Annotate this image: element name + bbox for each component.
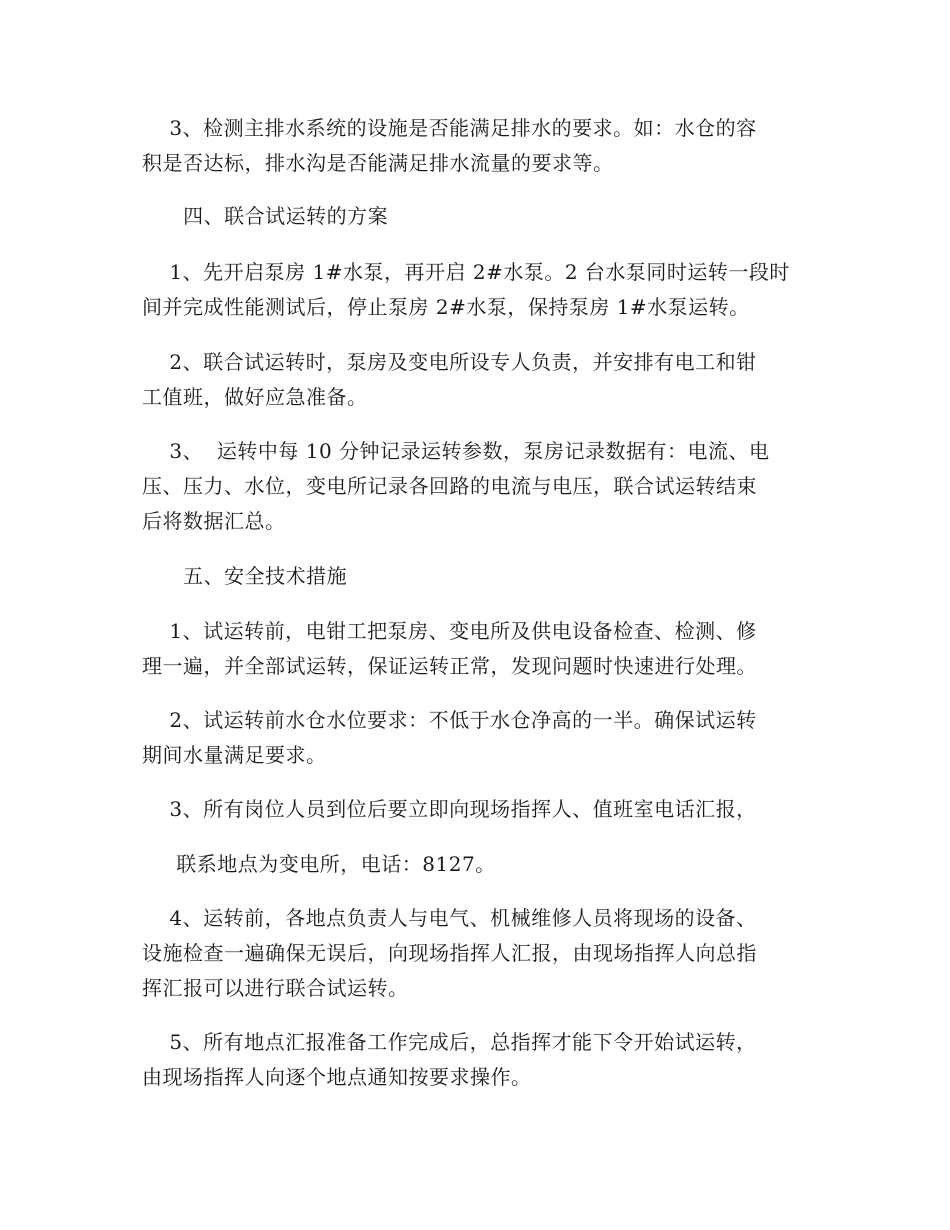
text-line: 间并完成性能测试后，停止泵房 2#水泵，保持泵房 1#水泵运转。 <box>142 295 750 319</box>
text-line: 5、所有地点汇报准备工作完成后，总指挥才能下令开始试运转， <box>142 1030 757 1054</box>
text-line: 3、所有岗位人员到位后要立即向现场指挥人、值班室电话汇报， <box>142 797 757 821</box>
text-line: 理一遍，并全部试运转，保证运转正常，发现问题时快速进行处理。 <box>142 654 757 678</box>
section-heading: 四、联合试运转的方案 <box>142 204 389 228</box>
text-line: 后将数据汇总。 <box>142 509 286 533</box>
text-line: 挥汇报可以进行联合试运转。 <box>142 976 409 1000</box>
text-line: 工值班，做好应急准备。 <box>142 385 368 409</box>
text-line: 1、先开启泵房 1#水泵，再开启 2#水泵。2 台水泵同时运转一段时 <box>142 260 790 284</box>
section-heading: 五、安全技术措施 <box>142 564 348 588</box>
text-line: 4、运转前，各地点负责人与电气、机械维修人员将现场的设备、 <box>142 906 757 930</box>
text-line: 3、检测主排水系统的设施是否能满足排水的要求。如：水仓的容 <box>142 116 757 140</box>
text-line: 3、 运转中每 10 分钟记录运转参数，泵房记录数据有：电流、电 <box>142 439 770 463</box>
text-line: 由现场指挥人向逐个地点通知按要求操作。 <box>142 1065 532 1089</box>
text-line: 2、联合试运转时，泵房及变电所设专人负责，并安排有电工和钳 <box>142 350 757 374</box>
text-line: 设施检查一遍确保无误后，向现场指挥人汇报，由现场指挥人向总指 <box>142 941 757 965</box>
text-line: 压、压力、水位，变电所记录各回路的电流与电压，联合试运转结束 <box>142 474 757 498</box>
text-line: 期间水量满足要求。 <box>142 743 327 767</box>
text-line: 1、试运转前，电钳工把泵房、变电所及供电设备检查、检测、修 <box>142 619 757 643</box>
text-line: 2、试运转前水仓水位要求：不低于水仓净高的一半。确保试运转 <box>142 708 757 732</box>
text-line: 联系地点为变电所，电话：8127。 <box>142 852 496 876</box>
text-line: 积是否达标，排水沟是否能满足排水流量的要求等。 <box>142 151 614 175</box>
